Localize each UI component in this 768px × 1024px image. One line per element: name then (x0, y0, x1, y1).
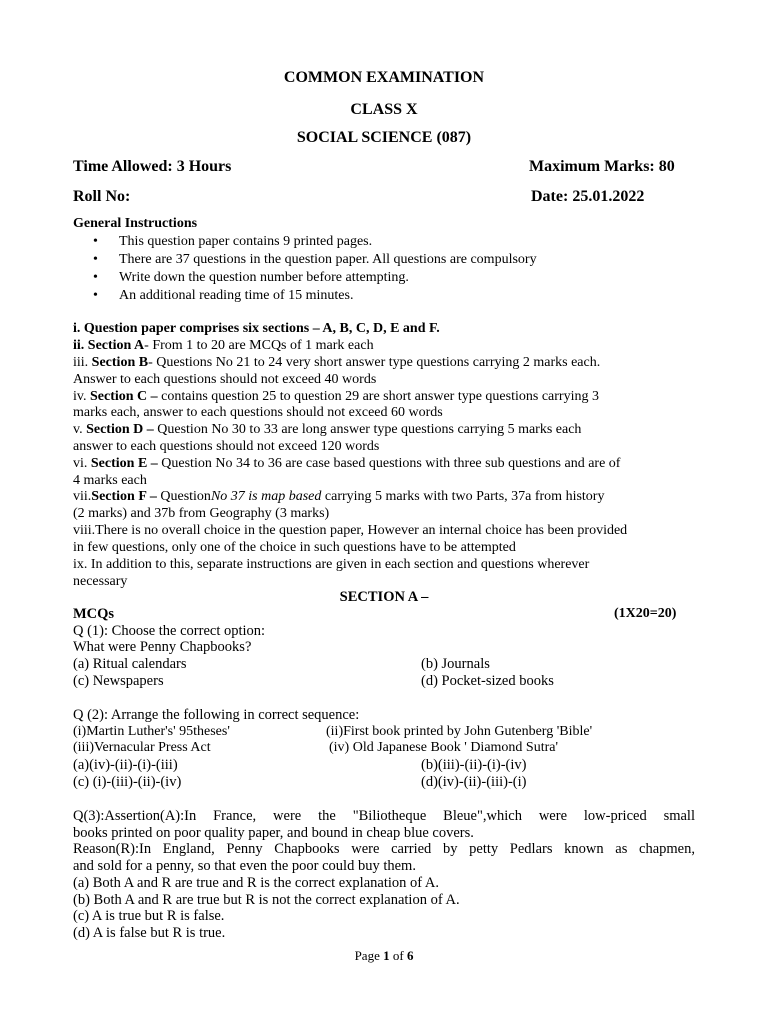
instruction-ix: ix. In addition to this, separate instructions are given in each section and questions wherever (73, 557, 590, 572)
q3-reason-cont: and sold for a penny, so that even the poor could buy them. (73, 858, 416, 874)
q2-option-a: (a)(iv)-(ii)-(i)-(iii) (73, 757, 178, 773)
exam-date: Date: 25.01.2022 (531, 188, 645, 205)
q2-item-ii: (ii)First book printed by John Gutenberg 'Bible' (326, 724, 593, 739)
instruction-viii-cont: in few questions, only one of the choice in such questions have to be attempted (73, 540, 516, 555)
instruction-ii: ii. Section A- From 1 to 20 are MCQs of 1 mark each (73, 338, 374, 353)
instruction-iii-cont: Answer to each questions should not exceed 40 words (73, 372, 377, 387)
q1-option-b: (b) Journals (421, 656, 490, 672)
section-a-marks: (1X20=20) (614, 606, 677, 621)
instruction-viii: viii.There is no overall choice in the question paper, However an internal choice has been provided (73, 523, 628, 538)
instruction-iv: iv. Section C – contains question 25 to question 29 are short answer type questions carrying 3 (73, 389, 599, 404)
q1-option-c: (c) Newspapers (73, 673, 164, 689)
q1-stem: Q (1): Choose the correct option: (73, 623, 266, 639)
q2-option-d: (d)(iv)-(ii)-(iii)-(i) (421, 774, 527, 790)
instruction-v-cont: answer to each questions should not exceed 120 words (73, 439, 380, 454)
q3-reason: Reason(R):In England, Penny Chapbooks were carried by petty Pedlars known as chapmen, (73, 841, 695, 857)
max-marks: Maximum Marks: 80 (529, 158, 675, 175)
q3-option-b: (b) Both A and R are true but R is not the correct explanation of A. (73, 892, 460, 908)
section-a-title: SECTION A – (339, 589, 429, 605)
q1-question: What were Penny Chapbooks? (73, 639, 252, 655)
q1-option-d: (d) Pocket-sized books (421, 673, 554, 689)
q3-option-c: (c) A is true but R is false. (73, 908, 225, 924)
roll-no: Roll No: (73, 188, 131, 205)
page-number: Page 1 of 6 (354, 948, 414, 963)
q3-assertion-cont: books printed on poor quality paper, and bound in cheap blue covers. (73, 825, 474, 841)
instruction-v: v. Section D – Question No 30 to 33 are long answer type questions carrying 5 marks each (73, 422, 582, 437)
instruction-vii: vii.Section F – QuestionNo 37 is map based carrying 5 marks with two Parts, 37a from history (73, 489, 605, 504)
q3-option-a: (a) Both A and R are true and R is the correct explanation of A. (73, 875, 440, 891)
q3-option-d: (d) A is false but R is true. (73, 925, 226, 941)
general-instructions-heading: General Instructions (73, 216, 198, 231)
exam-title: COMMON EXAMINATION (283, 69, 485, 86)
q2-item-iii: (iii)Vernacular Press Act (73, 740, 211, 755)
instruction-ix-cont: necessary (73, 574, 128, 589)
instruction-vii-cont: (2 marks) and 37b from Geography (3 marks) (73, 506, 330, 521)
q3-assertion: Q(3):Assertion(A):In France, were the "Biliotheque Bleue",which were low-priced small (73, 808, 695, 824)
q2-stem: Q (2): Arrange the following in correct sequence: (73, 707, 360, 723)
instruction-vi: vi. Section E – Question No 34 to 36 are case based questions with three sub questions and are of (73, 456, 621, 471)
time-allowed: Time Allowed: 3 Hours (73, 158, 232, 175)
instruction-vi-cont: 4 marks each (73, 473, 147, 488)
instruction-i: i. Question paper comprises six sections – A, B, C, D, E and F. (73, 321, 440, 336)
q2-option-c: (c) (i)-(iii)-(ii)-(iv) (73, 774, 182, 790)
q2-option-b: (b)(iii)-(ii)-(i)-(iv) (421, 757, 527, 773)
mcqs-label: MCQs (73, 606, 115, 622)
instruction-iv-cont: marks each, answer to each questions should not exceed 60 words (73, 405, 443, 420)
q1-option-a: (a) Ritual calendars (73, 656, 187, 672)
q2-item-iv: (iv) Old Japanese Book ' Diamond Sutra' (329, 740, 559, 755)
subject-label: SOCIAL SCIENCE (087) (296, 129, 472, 146)
instruction-iii: iii. Section B- Questions No 21 to 24 very short answer type questions carrying 2 marks each. (73, 355, 601, 370)
class-label: CLASS X (350, 101, 418, 118)
q2-item-i: (i)Martin Luther's' 95theses' (73, 724, 230, 739)
